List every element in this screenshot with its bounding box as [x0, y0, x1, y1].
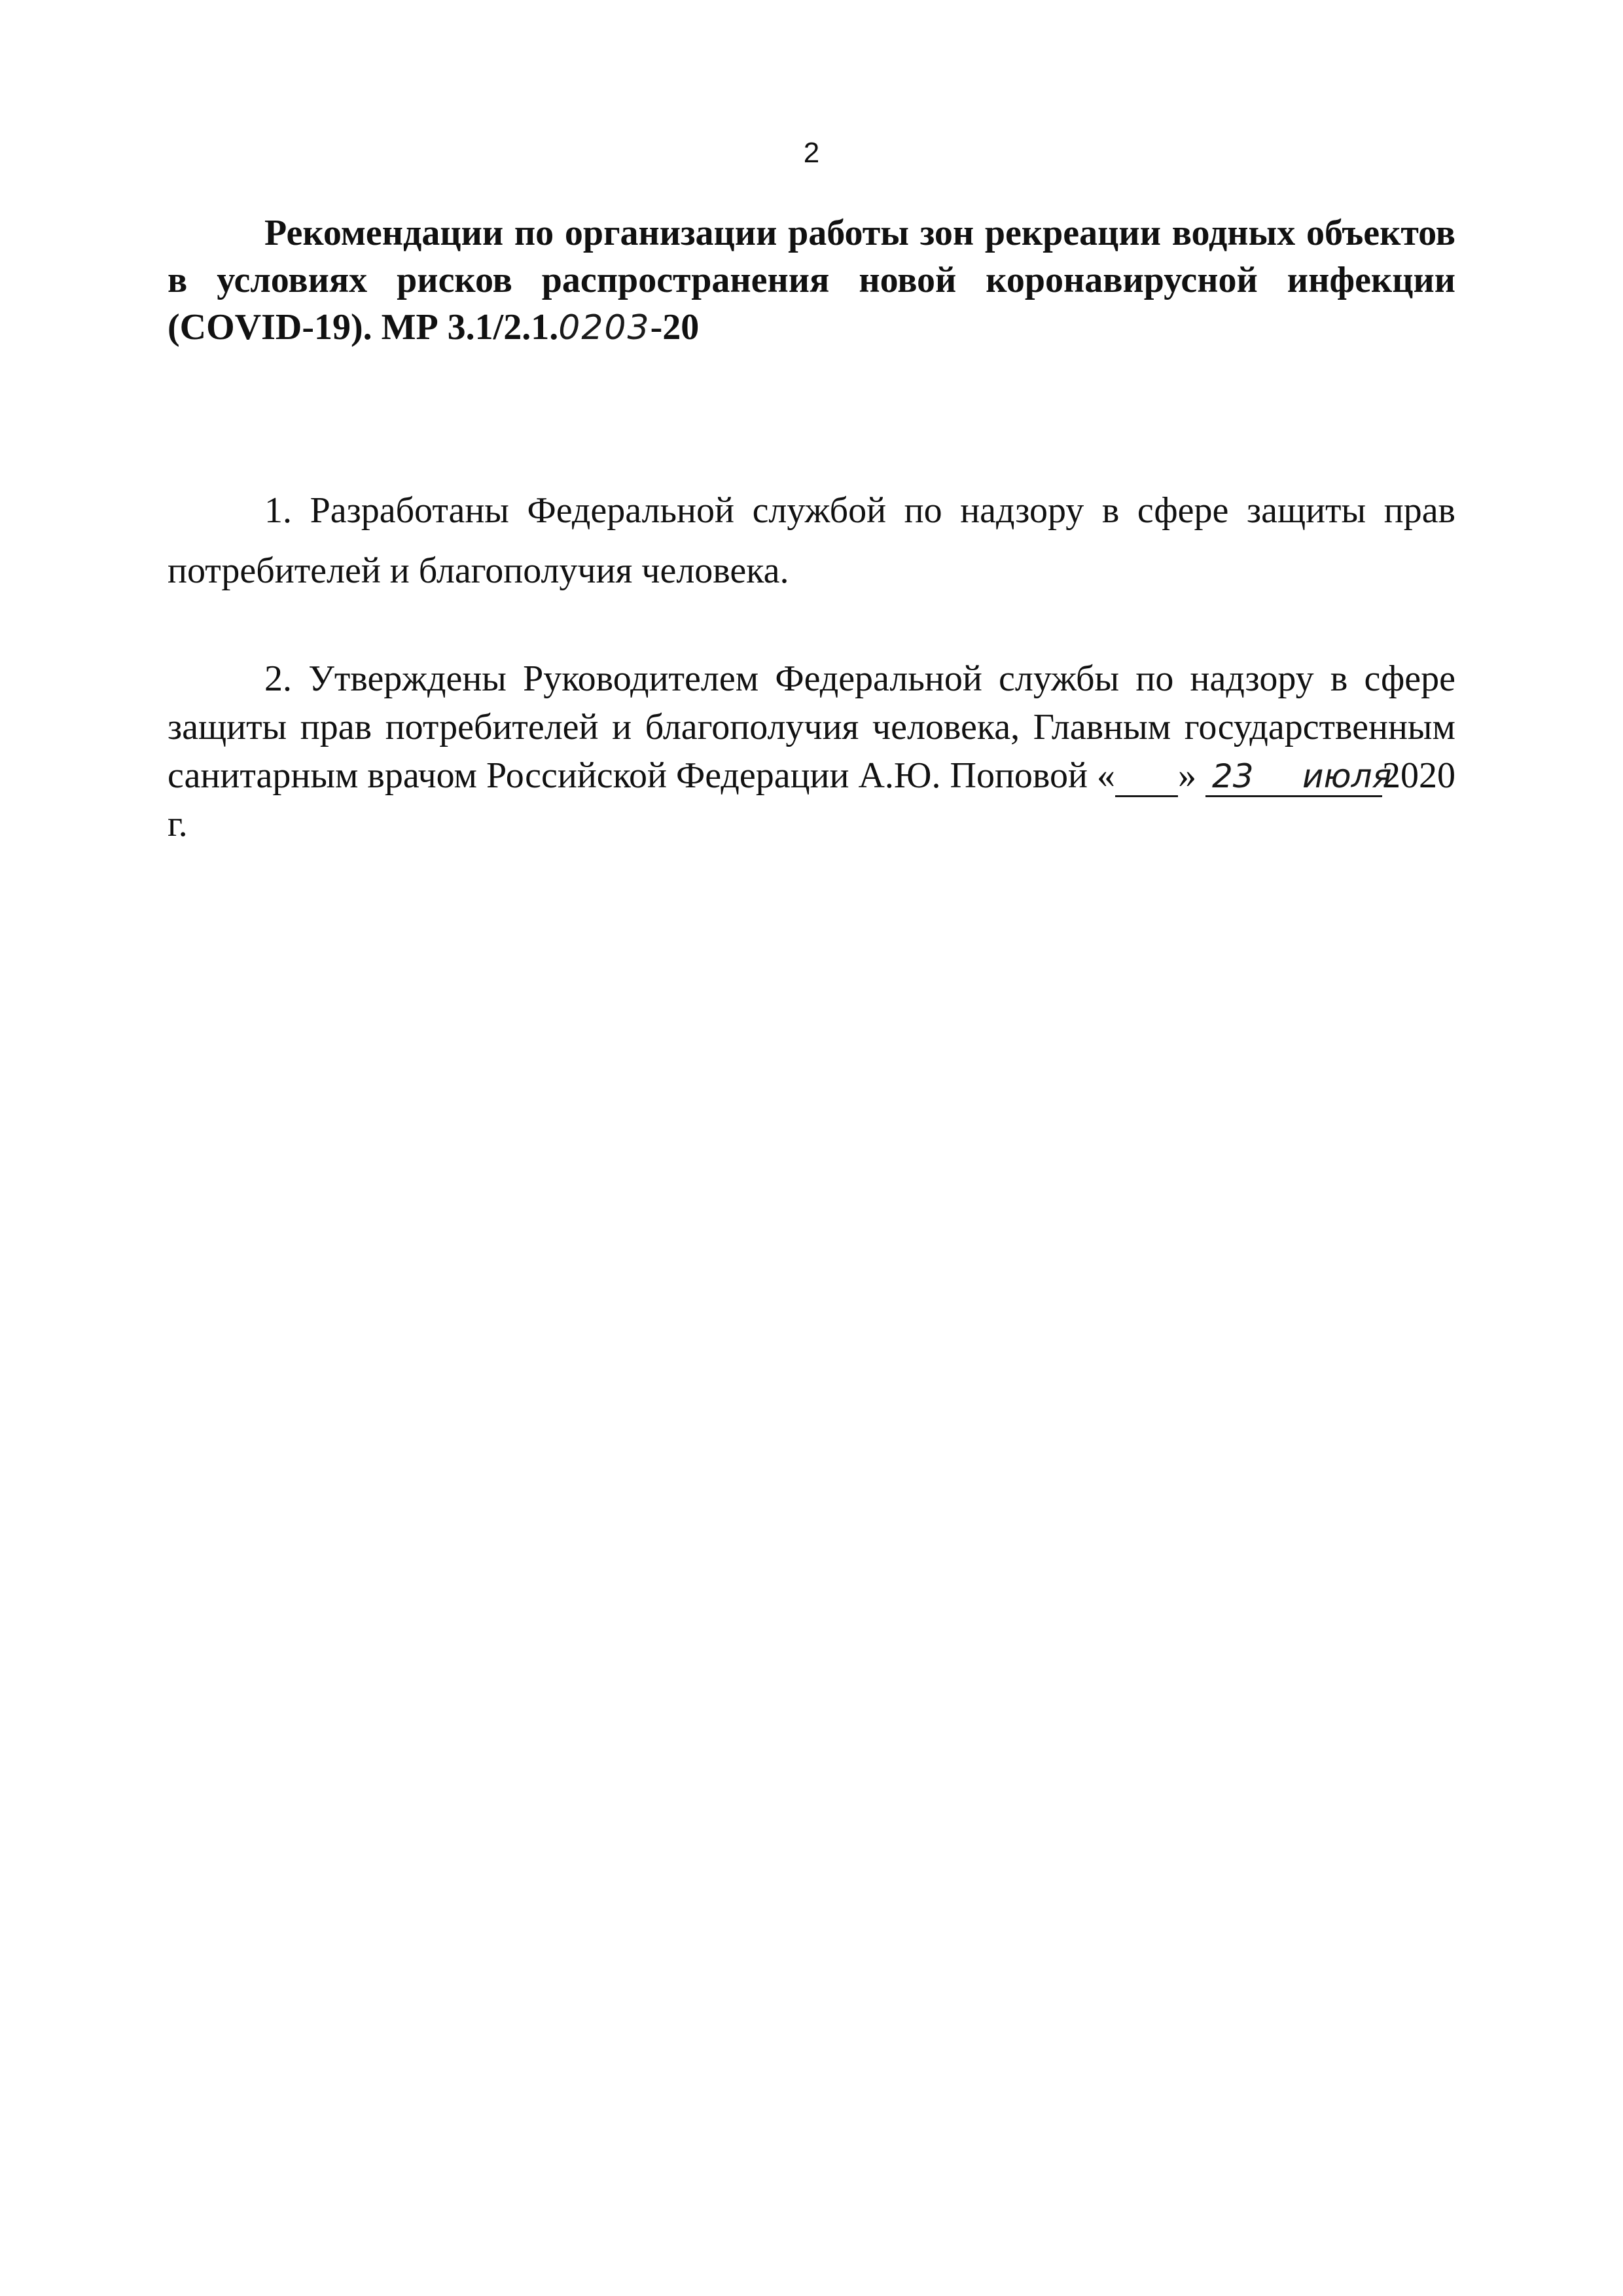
date-quote-open: «: [1096, 755, 1115, 796]
paragraph-approved-by: [168, 655, 1455, 848]
title-text: Рекомендации по организации работы зон рекреации водных объектов в условиях рисков распространения новой коронавирусной инфекции (COVID-19). МР 3.1/2.1.: [168, 213, 1455, 348]
handwritten-month: июля: [1302, 757, 1392, 795]
document-title: [168, 209, 1455, 351]
date-year: 2020 г.: [168, 755, 1456, 844]
approval-text: 2. Утверждены Руководителем Федеральной службы по надзору в сфере защиты прав потребителей и благополучия человека, Главным государственным санитарным врачом Российской Федерации А.Ю. Поповой: [168, 658, 1455, 796]
handwritten-registration-number: 0203: [558, 308, 651, 348]
handwritten-day: 23: [1211, 757, 1254, 795]
date-month-field: [1205, 757, 1392, 797]
date-quote-close: »: [1177, 755, 1196, 796]
title-suffix: -20: [650, 307, 700, 348]
page-number: 2: [803, 137, 820, 169]
date-day-field: [1115, 757, 1254, 797]
paragraph-developed-by: 1. Разработаны Федеральной службой по надзору в сфере защиты прав потребителей и благополучия человека.: [168, 490, 1455, 591]
